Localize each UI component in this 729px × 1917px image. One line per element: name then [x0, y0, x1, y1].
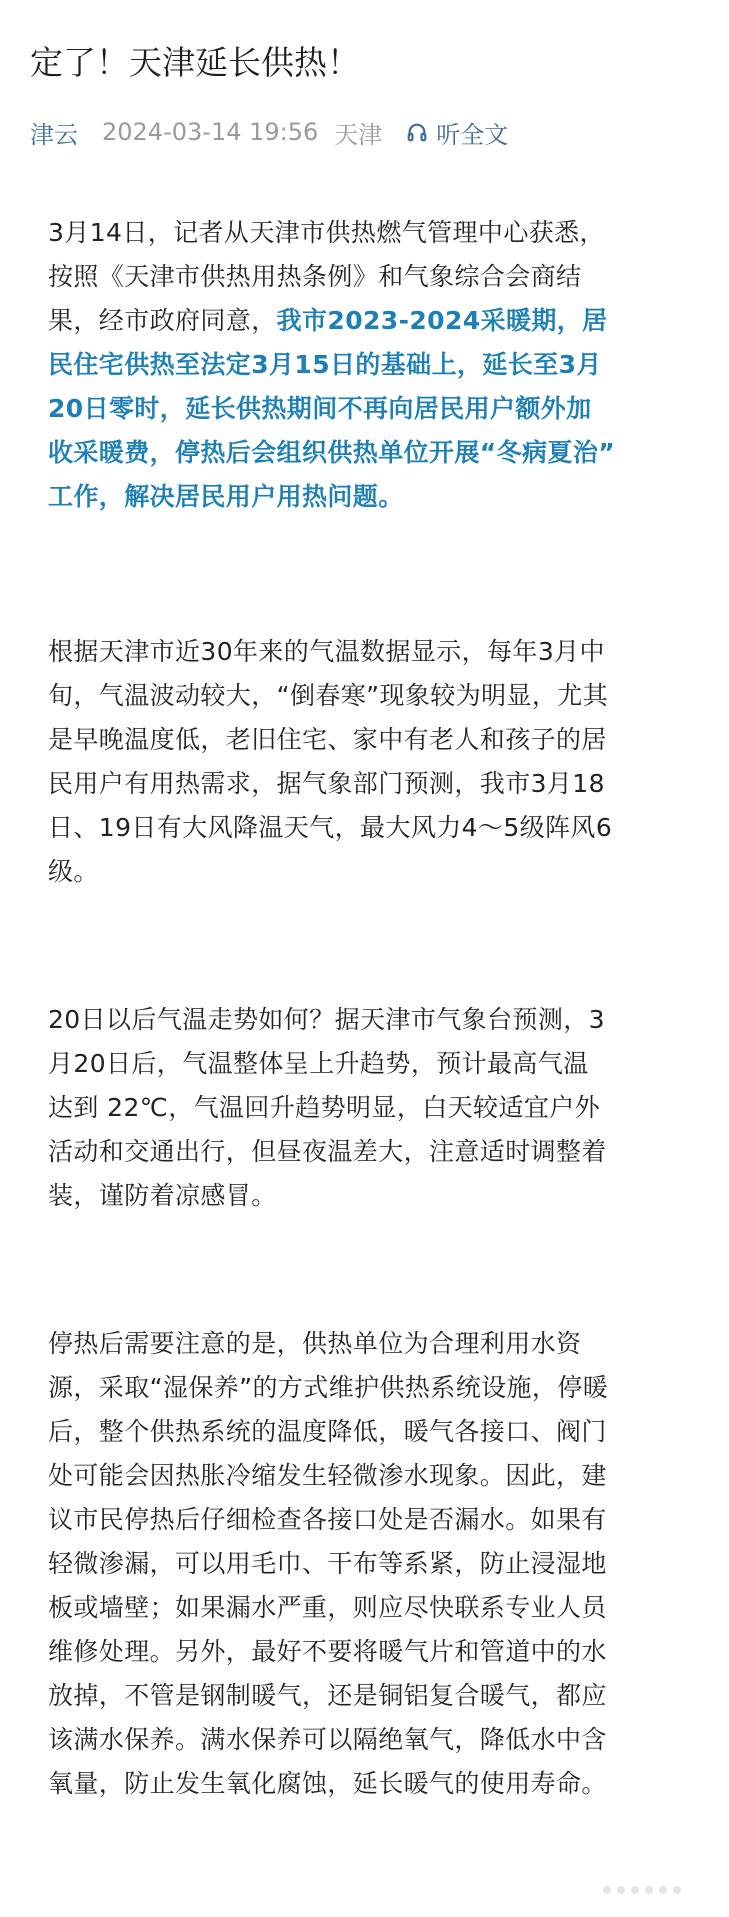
body-text: 日、19日有大风降温天气，最大风力4～5级阵风6 — [48, 813, 613, 842]
body-text: 氧量，防止发生氧化腐蚀，延长暖气的使用寿命。 — [48, 1769, 607, 1798]
body-text: 议市民停热后仔细检查各接口处是否漏水。如果有 — [48, 1505, 607, 1534]
text-line — [48, 1130, 688, 1174]
body-text: 月20日后，气温整体呈上升趋势，预计最高气温 — [48, 1049, 589, 1078]
body-text: 该满水保养。满水保养可以隔绝氧气，降低水中含 — [48, 1725, 607, 1754]
article-meta — [30, 114, 508, 150]
paragraph-4 — [48, 1322, 688, 1806]
paragraph-2 — [48, 630, 688, 894]
text-line — [48, 1498, 688, 1542]
body-text: 果，经市政府同意， — [48, 306, 277, 335]
body-text: 停热后需要注意的是，供热单位为合理利用水资 — [48, 1329, 582, 1358]
text-line — [48, 1322, 688, 1366]
text-line — [48, 1454, 688, 1498]
listen-button[interactable] — [406, 115, 508, 150]
body-text: 是早晚温度低，老旧住宅、家中有老人和孩子的居 — [48, 725, 607, 754]
listen-label: 听全文 — [436, 120, 509, 149]
body-text: 20日以后气温走势如何？据天津市气象台预测，3 — [48, 1005, 605, 1034]
text-line — [48, 718, 688, 762]
text-line — [48, 674, 688, 718]
body-text: 民用户有用热需求，据气象部门预测，我市3月18 — [48, 769, 605, 798]
paragraph-1 — [48, 211, 688, 519]
body-text: 旬，气温波动较大，“倒春寒”现象较为明显，尤其 — [48, 681, 609, 710]
text-line — [48, 850, 688, 894]
body-text: 根据天津市近30年来的气温数据显示，每年3月中 — [48, 637, 605, 666]
source-link[interactable]: 津云 — [30, 120, 78, 149]
highlighted-text: 我市2023-2024采暖期，居 — [276, 306, 608, 335]
body-text: 级。 — [48, 857, 99, 886]
text-line — [48, 1410, 688, 1454]
paragraph-3 — [48, 998, 688, 1218]
body-text: 板或墙壁；如果漏水严重，则应尽快联系专业人员 — [48, 1593, 607, 1622]
location-label: 天津 — [334, 120, 383, 149]
text-line — [48, 1586, 688, 1630]
text-line — [48, 998, 688, 1042]
highlighted-text: 20日零时，延长供热期间不再向居民用户额外加 — [48, 394, 592, 423]
body-text: 按照《天津市供热用热条例》和气象综合会商结 — [48, 262, 582, 291]
headphones-icon — [406, 121, 428, 143]
text-line — [48, 431, 688, 475]
text-line — [48, 475, 688, 519]
highlighted-text: 工作，解决居民用户用热问题。 — [48, 482, 404, 511]
text-line — [48, 1762, 688, 1806]
text-line — [48, 1718, 688, 1762]
text-line — [48, 1674, 688, 1718]
body-text: 源，采取“湿保养”的方式维护供热系统设施，停暖 — [48, 1373, 609, 1402]
body-text: 活动和交通出行，但昼夜温差大，注意适时调整着 — [48, 1137, 607, 1166]
text-line — [48, 1542, 688, 1586]
body-text: 3月14日，记者从天津市供热燃气管理中心获悉， — [48, 218, 605, 247]
body-text: 维修处理。另外，最好不要将暖气片和管道中的水 — [48, 1637, 607, 1666]
highlighted-text: 民住宅供热至法定3月15日的基础上，延长至3月 — [48, 350, 602, 379]
publish-time: 2024-03-14 19:56 — [102, 118, 319, 146]
text-line — [48, 387, 688, 431]
text-line — [48, 211, 688, 255]
body-text: 轻微渗漏，可以用毛巾、干布等系紧，防止浸湿地 — [48, 1549, 607, 1578]
text-line — [48, 1042, 688, 1086]
text-line — [48, 255, 688, 299]
text-line — [48, 1086, 688, 1130]
watermark-dots — [603, 1885, 687, 1895]
text-line — [48, 1174, 688, 1218]
text-line — [48, 630, 688, 674]
text-line — [48, 762, 688, 806]
highlighted-text: 收采暖费，停热后会组织供热单位开展“冬病夏治” — [48, 438, 616, 467]
text-line — [48, 299, 688, 343]
text-line — [48, 1366, 688, 1410]
body-text: 处可能会因热胀冷缩发生轻微渗水现象。因此，建 — [48, 1461, 607, 1490]
body-text: 达到 22℃，气温回升趋势明显，白天较适宜户外 — [48, 1093, 601, 1122]
body-text: 后，整个供热系统的温度降低，暖气各接口、阀门 — [48, 1417, 607, 1446]
text-line — [48, 343, 688, 387]
body-text: 放掉，不管是钢制暖气，还是铜铝复合暖气，都应 — [48, 1681, 607, 1710]
body-text: 装，谨防着凉感冒。 — [48, 1181, 277, 1210]
text-line — [48, 1630, 688, 1674]
article-title: 定了！天津延长供热！ — [30, 43, 360, 82]
text-line — [48, 806, 688, 850]
